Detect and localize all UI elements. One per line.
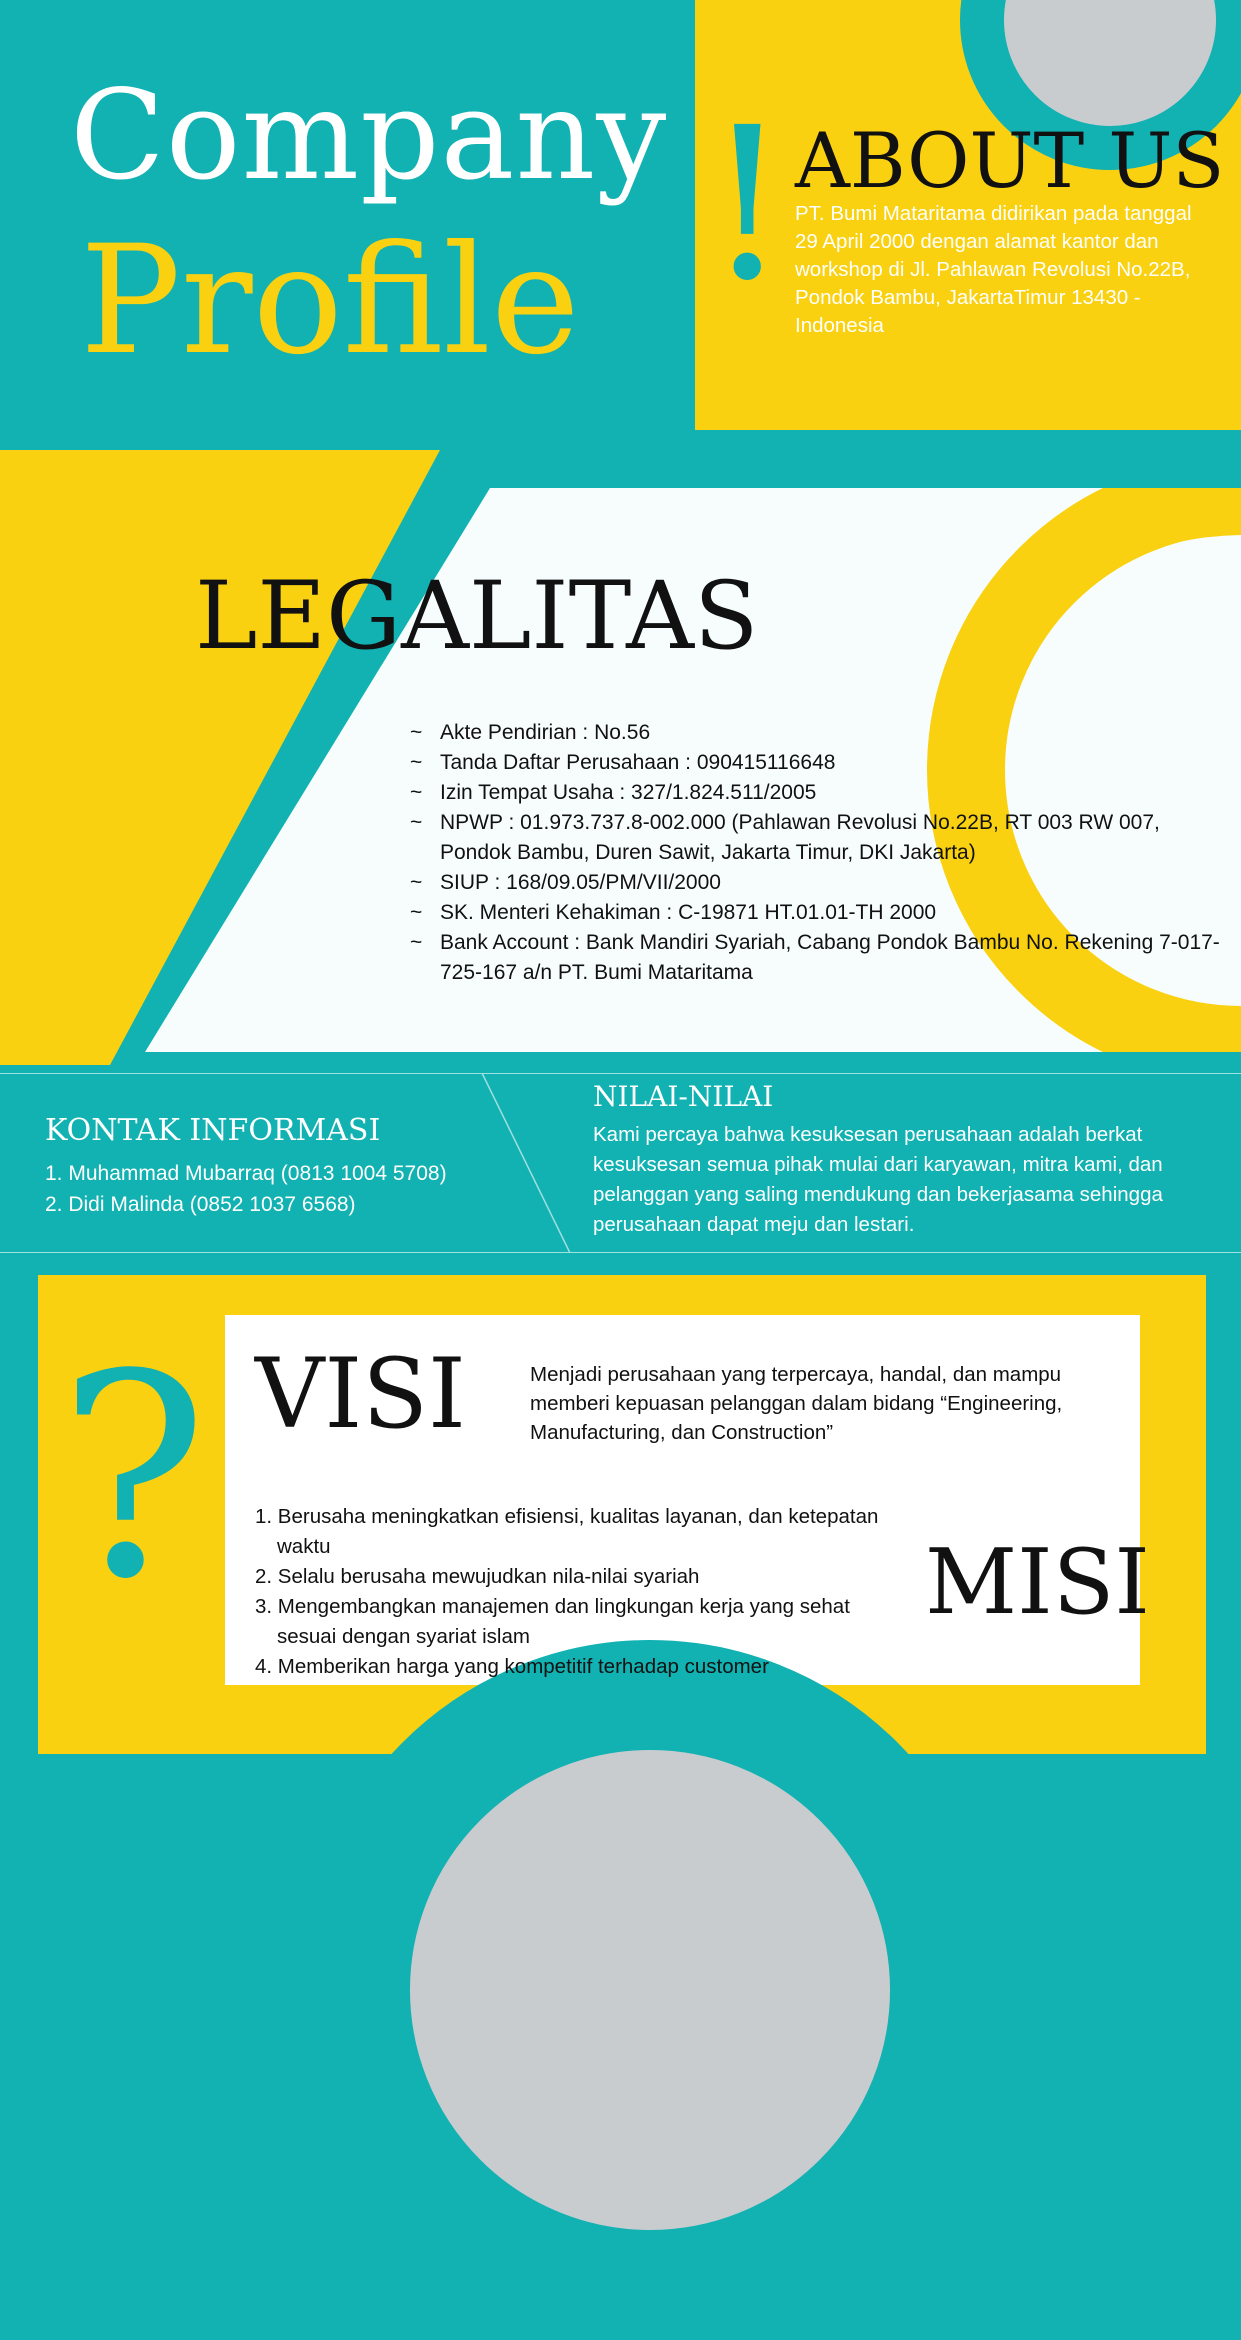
legalitas-item: ~ SK. Menteri Kehakiman : C-19871 HT.01.01-TH 2000 [410, 901, 937, 924]
decorative-circle-bottom [300, 1640, 1000, 2340]
nilai-title: NILAI-NILAI [593, 1080, 774, 1113]
kontak-list [45, 1158, 447, 1220]
title-company: Company [70, 64, 668, 208]
about-body: PT. Bumi Mataritama didirikan pada tanggal 29 April 2000 dengan alamat kantor dan workshop di Jl. Pahlawan Revolusi No.22B, Pondok Bambu, JakartaTimur 13430 - Indonesia [795, 202, 1192, 337]
visi-title: VISI [255, 1338, 466, 1450]
misi-item: 2. Selalu berusaha mewujudkan nila-nilai syariah [255, 1565, 700, 1588]
legalitas-list [410, 718, 1230, 988]
exclamation-icon: ! [705, 82, 790, 327]
legalitas-item: ~ Bank Account : Bank Mandiri Syariah, Cabang Pondok Bambu No. Rekening 7-017-725-167 a/n PT. Bumi Mataritama [410, 931, 1220, 984]
legalitas-title: LEGALITAS [195, 562, 759, 671]
kontak-item: 1. Muhammad Mubarraq (0813 1004 5708) [45, 1162, 447, 1185]
diagonal-divider [470, 1073, 580, 1253]
legalitas-item: ~ Tanda Daftar Perusahaan : 090415116648 [410, 751, 836, 774]
legalitas-item: ~ Izin Tempat Usaha : 327/1.824.511/2005 [410, 781, 817, 804]
misi-item: 1. Berusaha meningkatkan efisiensi, kualitas layanan, dan ketepatan waktu [255, 1505, 879, 1558]
misi-title: MISI [925, 1530, 1150, 1635]
divider-top [0, 1073, 1241, 1074]
nilai-body: Kami percaya bahwa kesuksesan perusahaan adalah berkat kesuksesan semua pihak mulai dari karyawan, mitra kami, dan pelanggan yang saling mendukung dan bekerjasama sehingga perusahaan dapat meju dan lestari. [593, 1123, 1163, 1236]
legalitas-item: ~ SIUP : 168/09.05/PM/VII/2000 [410, 871, 721, 894]
kontak-title: KONTAK INFORMASI [45, 1113, 381, 1148]
title-profile: Profile [80, 214, 580, 388]
question-mark-icon: ? [58, 1315, 209, 1641]
misi-list [255, 1502, 895, 1682]
visi-body: Menjadi perusahaan yang terpercaya, handal, dan mampu memberi kepuasan pelanggan dalam bidang “Engineering, Manufacturing, dan Construction” [530, 1363, 1063, 1444]
misi-item: 3. Mengembangkan manajemen dan lingkungan kerja yang sehat sesuai dengan syariat islam [255, 1595, 850, 1648]
legalitas-item: ~ NPWP : 01.973.737.8-002.000 (Pahlawan Revolusi No.22B, RT 003 RW 007, Pondok Bambu, Duren Sawit, Jakarta Timur, DKI Jakarta) [410, 811, 1160, 864]
misi-item: 4. Memberikan harga yang kompetitif terhadap customer [255, 1655, 769, 1678]
about-title: ABOUT US [795, 116, 1225, 205]
kontak-item: 2. Didi Malinda (0852 1037 6568) [45, 1193, 356, 1216]
legalitas-item: ~ Akte Pendirian : No.56 [410, 721, 651, 744]
divider-bottom [0, 1252, 1241, 1253]
